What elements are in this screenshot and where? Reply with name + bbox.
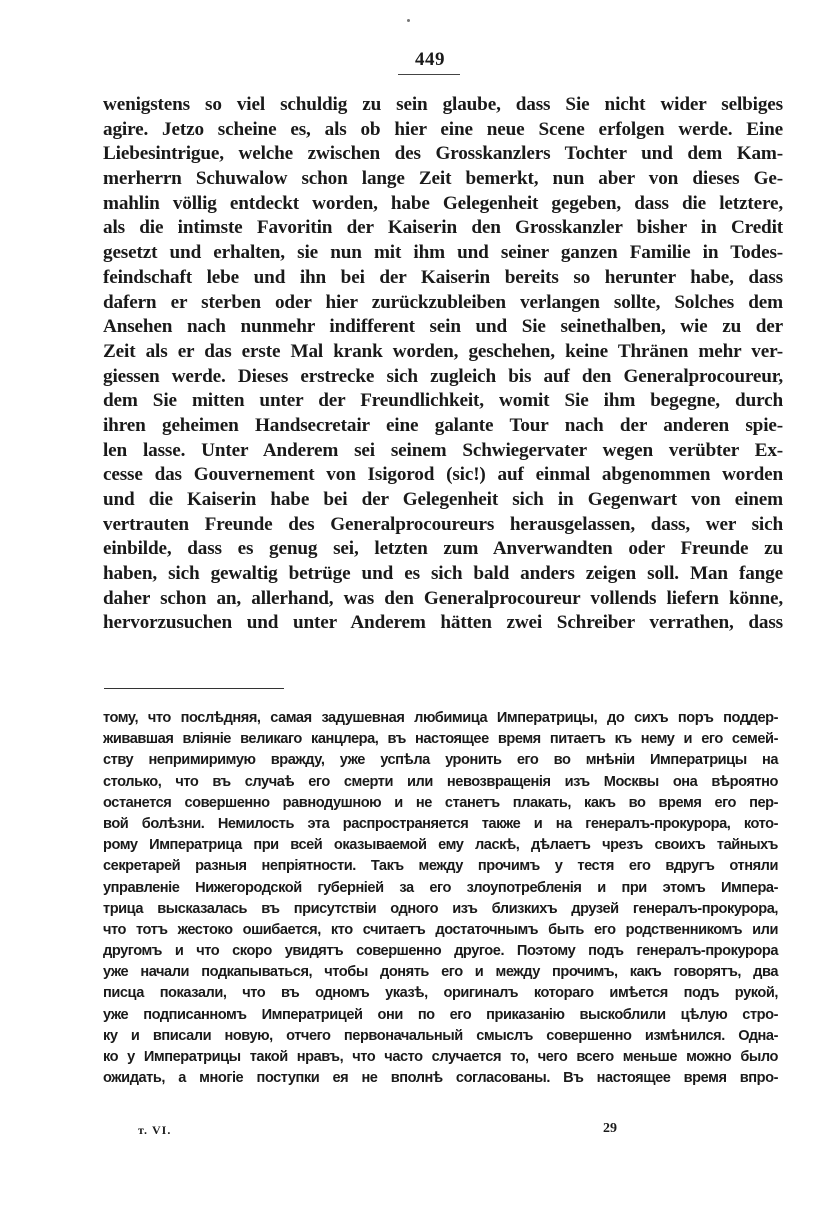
- footnote-line: ко у Императрицы такой нравъ, что часто случается то, чего всего меньше можно было: [103, 1049, 778, 1065]
- footnote-line: ожидать, а многіе поступки ея не вполнѣ согласованы. Въ настоящее время впро-: [103, 1070, 778, 1087]
- footnote-line: писца показали, что въ одномъ указѣ, оригиналъ котораго имѣется подъ рукой,: [103, 985, 778, 1002]
- main-text-block: [103, 93, 783, 636]
- footnote-line: ству непримиримую вражду, уже успѣла уронить его во мнѣніи Императрицы на: [103, 752, 778, 769]
- text-line: ihren geheimen Handsecretair eine galante Tour nach der anderen spie-: [103, 414, 783, 436]
- signature-mark: т. VI.: [138, 1123, 172, 1137]
- text-line: Ansehen nach nunmehr indifferent sein und Sie seinethalben, wie zu der: [103, 316, 783, 338]
- footnote-line: другомъ и что скоро увидятъ совершенно другое. Поэтому подъ генералъ-прокурора: [103, 943, 778, 960]
- text-line: len lasse. Unter Anderem sei seinem Schwiegervater wegen verübter Ex-: [103, 439, 783, 461]
- text-line: merherrn Schuwalow schon lange Zeit bemerkt, nun aber von dieses Ge-: [103, 168, 783, 190]
- footnote-line: останется совершенно равнодушною и не станетъ плакать, какъ во время его пер-: [103, 794, 778, 811]
- text-line: daher schon an, allerhand, was den Generalprocoureur vollends liefern könne,: [103, 587, 783, 609]
- footnote-block: [103, 708, 778, 1089]
- text-line: als die intimste Favoritin der Kaiserin den Grosskanzler bisher in Credit: [103, 217, 783, 239]
- scan-speck: [407, 19, 410, 22]
- footnote-line: живавшая вліяніе великаго канцлера, въ настоящее время питаетъ къ нему и его семей-: [103, 731, 778, 748]
- text-line: einbilde, dass es genug sei, letzten zum Anverwandten oder Freunde zu: [103, 538, 783, 560]
- footnote-line: что тотъ жестоко ошибается, кто считаетъ достаточнымъ быть его родственникомъ или: [103, 921, 778, 938]
- text-line: und die Kaiserin habe bei der Gelegenheit sich in Gegenwart von einem: [103, 489, 783, 510]
- text-line: giessen werde. Dieses erstrecke sich zugleich bis auf den Generalprocoureur,: [103, 365, 783, 387]
- text-line: Zeit als er das erste Mal krank worden, geschehen, keine Thränen mehr ver-: [103, 340, 783, 362]
- footnote-line: столько, что въ случаѣ его смерти или невозвращенія изъ Москвы она вѣроятно: [103, 773, 778, 790]
- footnote-line: секретарей разныя непріятности. Такъ между прочимъ у тестя его вдругъ отняли: [103, 858, 778, 875]
- text-line: vertrauten Freunde des Generalprocoureurs herausgelassen, dass, wer sich: [103, 513, 783, 535]
- text-line: mahlin völlig entdeckt worden, habe Gelegenheit gegeben, dass die letztere,: [103, 192, 783, 214]
- page-number-rule: [398, 74, 460, 75]
- text-line: wenigstens so viel schuldig zu sein glaube, dass Sie nicht wider selbiges: [103, 94, 783, 115]
- text-line: dafern er sterben oder hier zurückzubleiben verlangen sollte, Solches dem: [103, 291, 783, 313]
- footnote-line: управленіе Нижегородской губерніей за его злоупотребленія и при этомъ Импера-: [103, 879, 778, 896]
- footnote-line: трица высказалась въ присутствіи одного изъ близкихъ друзей генералъ-прокурора,: [103, 900, 778, 917]
- text-line: gesetzt und erhalten, sie nun mit ihm und seiner ganzen Familie in Todes-: [103, 242, 783, 264]
- footnote-separator: [104, 688, 284, 689]
- text-line: dem Sie mitten unter der Freundlichkeit, womit Sie ihm begegne, durch: [103, 390, 783, 412]
- text-line: feindschaft lebe und ihn bei der Kaiserin bereits so herunter habe, dass: [103, 266, 783, 288]
- footnote-line: вой болѣзни. Немилость эта распространяется также и на генералъ-прокурора, кото-: [103, 815, 778, 832]
- footnote-line: тому, что послѣдняя, самая задушевная любимица Императрицы, до сихъ поръ поддер-: [103, 710, 778, 726]
- text-line: agire. Jetzo scheine es, als ob hier eine neue Scene erfolgen werde. Eine: [103, 118, 783, 140]
- footnote-line: уже подписанномъ Императрицей они по его приказанію выскоблили цѣлую стро-: [103, 1006, 778, 1023]
- page-number: 449: [415, 49, 445, 70]
- text-line: haben, sich gewaltig betrüge und es sich bald anders zeigen soll. Man fange: [103, 563, 783, 585]
- text-line: Liebesintrigue, welche zwischen des Grosskanzlers Tochter und dem Kam-: [103, 143, 783, 165]
- signature-number: 29: [603, 1121, 617, 1136]
- text-line: hervorzusuchen und unter Anderem hätten zwei Schreiber verrathen, dass: [103, 612, 783, 634]
- footnote-line: уже начали подкапываться, чтобы донять его и между прочимъ, какъ говорятъ, два: [103, 964, 778, 981]
- footnote-line: рому Императрица при всей оказываемой ему ласкѣ, дѣлаетъ чрезъ своихъ тайныхъ: [103, 837, 778, 854]
- text-line: cesse das Gouvernement von Isigorod (sic!) auf einmal abgenommen worden: [103, 464, 783, 486]
- footnote-line: ку и вписали новую, отчего первоначальный смыслъ совершенно измѣнился. Одна-: [103, 1027, 778, 1044]
